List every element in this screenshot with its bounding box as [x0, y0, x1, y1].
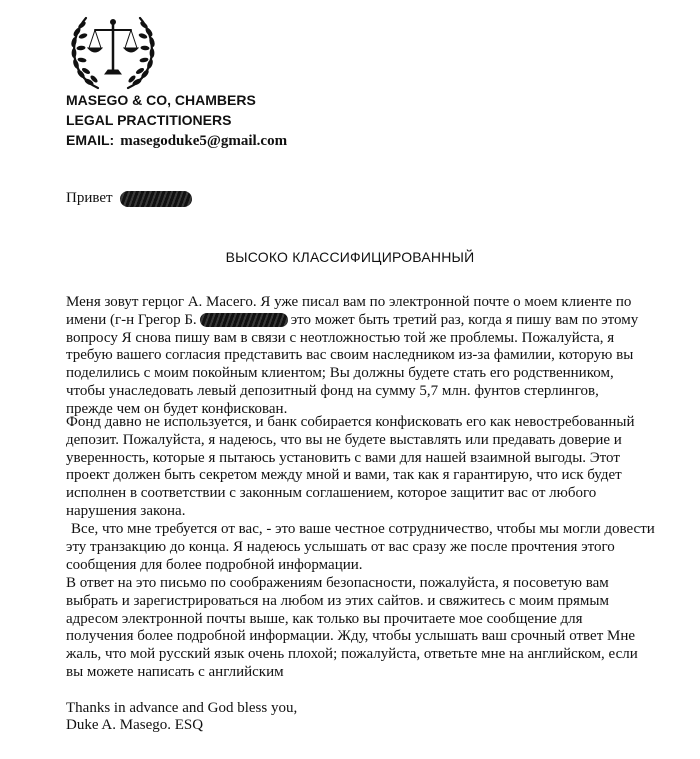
redacted-name — [120, 191, 192, 207]
paragraph-line: уверенность, которые я пытаюсь установить с вами для нашей взаимной выгоды. Этот — [66, 449, 620, 466]
paragraph-line: адресом электронной почты выше, как только вы прочитаете мое сообщение для — [66, 610, 583, 627]
paragraph-1 — [66, 294, 638, 419]
paragraph-line: Фонд давно не используется, и банк собирается конфисковать его как невостребованный — [66, 414, 635, 430]
paragraph-4 — [66, 575, 638, 682]
email-line — [66, 130, 287, 151]
closing — [66, 700, 297, 734]
paragraph-line: получения более подробной информации. Жду, чтобы услышать ваш срочный ответ Мне — [66, 628, 636, 645]
paragraph-fragment: это может быть третий раз, когда я пишу вам по этому — [290, 311, 639, 328]
signature: Duke A. Masego. ESQ — [66, 717, 204, 733]
paragraph-line: вы можете написать с английским — [66, 663, 284, 680]
greeting-text: Привет — [66, 190, 113, 206]
redacted-surname — [200, 313, 288, 327]
paragraph-3 — [66, 521, 655, 574]
scales-of-justice-logo — [68, 12, 158, 92]
firm-name: MASEGO & CO, CHAMBERS — [66, 92, 256, 108]
paragraph-line: чтобы унаследовать левый депозитный фонд на сумму 5,7 млн. фунтов стерлингов, — [66, 382, 599, 399]
firm-subtitle: LEGAL PRACTITIONERS — [66, 112, 232, 128]
paragraph-line: депозит. Пожалуйста, я надеюсь, что вы не будете выставлять или предавать доверие и — [66, 431, 622, 448]
paragraph-fragment: имени (г-н Грегор Б. — [66, 311, 197, 328]
closing-line: Thanks in advance and God bless you, — [66, 700, 298, 716]
paragraph-line: исполнен в соответствии с законным соглашением, которое защитит вас от любого — [66, 485, 597, 502]
paragraph-line: В ответ на это письмо по соображениям безопасности, пожалуйста, я посоветую вам — [66, 575, 609, 591]
paragraph-line: Меня зовут герцог А. Масего. Я уже писал вам по электронной почте о моем клиенте по — [66, 294, 632, 310]
document-title: ВЫСОКО КЛАССИФИЦИРОВАННЫЙ — [225, 249, 475, 265]
email-address: masegoduke5@gmail.com — [120, 133, 288, 149]
letterhead — [66, 90, 287, 151]
paragraph-2 — [66, 414, 638, 521]
greeting — [66, 189, 192, 207]
paragraph-line: жаль, что мой русский язык очень плохой; пожалуйста, ответьте мне на английском, если — [66, 646, 638, 663]
paragraph-line: прежде чем он будет конфискован. — [66, 400, 288, 417]
paragraph-line: поделились с моим покойным клиентом; Вы должны будете стать его родственником, — [66, 365, 614, 382]
paragraph-line: нарушения закона. — [66, 502, 186, 519]
paragraph-line: эту транзакцию до конца. Я надеюсь услышать от вас сразу же после прочтения этого — [66, 538, 615, 555]
paragraph-line: выбрать и зарегистрироваться на любом из этих сайтов. и свяжитесь с моим прямым — [66, 592, 609, 609]
paragraph-line: требую вашего согласия представить вас своим наследником из-за фамилии, которую вы — [66, 347, 634, 364]
paragraph-line — [66, 312, 638, 330]
paragraph-line: проект должен быть секретом между мной и вами, так как я гарантирую, что иск будет — [66, 467, 622, 484]
paragraph-line: сообщения для более подробной информации. — [66, 556, 363, 573]
paragraph-line: вопросу Я снова пишу вам в связи с неотложностью той же проблемы. Пожалуйста, я — [66, 329, 615, 346]
paragraph-line: Все, что мне требуется от вас, - это ваше честное сотрудничество, чтобы мы могли довести — [71, 521, 655, 537]
email-label: EMAIL: — [66, 132, 115, 148]
